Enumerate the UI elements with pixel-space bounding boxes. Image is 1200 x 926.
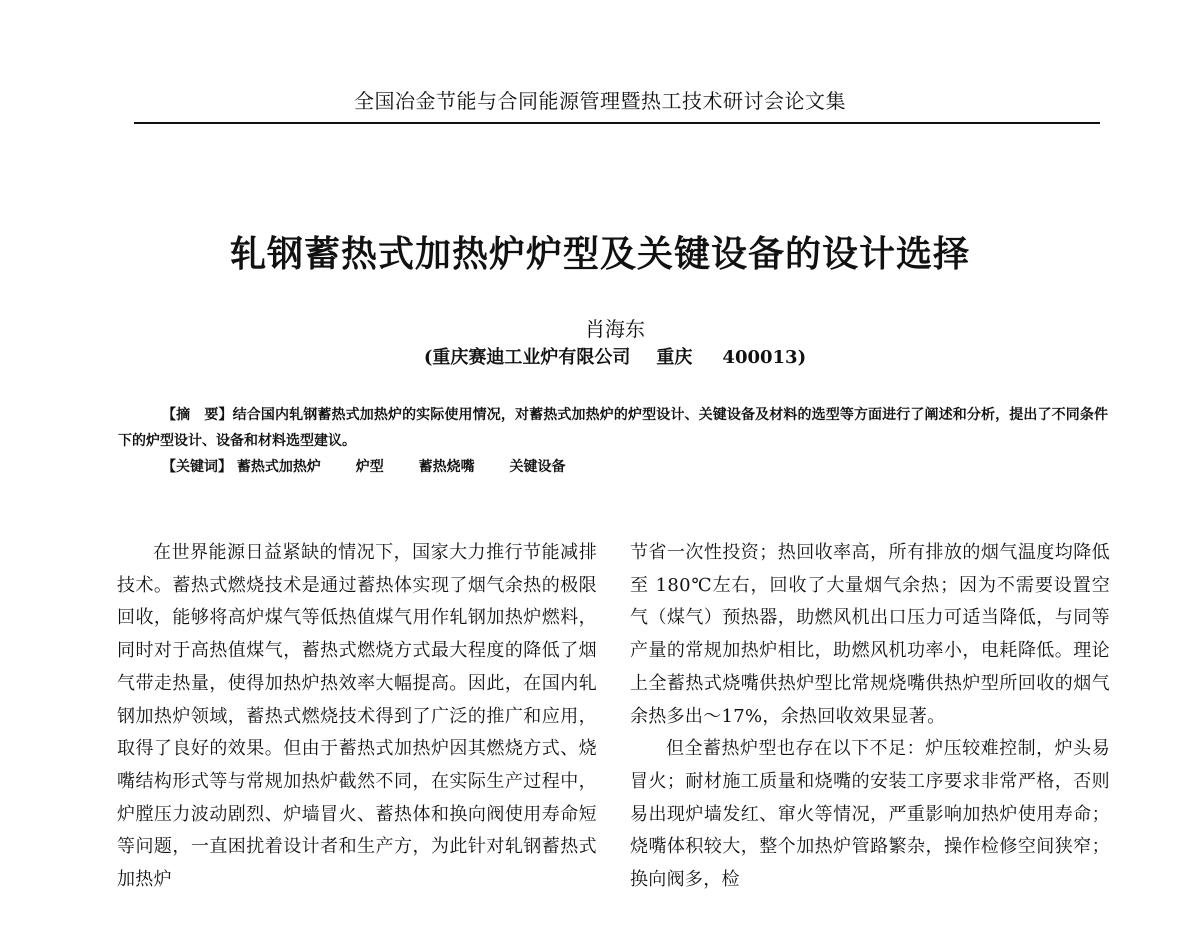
body-paragraph: 节省一次性投资；热回收率高，所有排放的烟气温度均降低至 180℃左右，回收了大量烟气余热；因为不需要设置空气（煤气）预热器，助燃风机出口压力可适当降低，与同等产量的常规加热炉相比，助燃风机功率小，电耗降低。理论上全蓄热式烧嘴供热炉型比常规烧嘴供热炉型所回收的烟气余热多出～17%，余热回收效果显著。 [630, 542, 1110, 727]
keywords [162, 455, 1062, 479]
keywords-label: 【关键词】 [162, 459, 232, 475]
body-column-right [630, 537, 1110, 897]
affiliation-city: 重庆 [656, 347, 693, 368]
affiliation-postcode: 400013) [722, 347, 807, 368]
keyword-item: 蓄热式加热炉 [236, 459, 321, 475]
keyword-item: 关键设备 [509, 459, 566, 475]
abstract [118, 402, 1108, 454]
running-header: 全国冶金节能与合同能源管理暨热工技术研讨会论文集 [354, 89, 846, 113]
abstract-label: 【摘 要】 [162, 407, 233, 423]
author-affiliation [0, 343, 1200, 369]
body-column-left [117, 537, 597, 897]
abstract-text: 结合国内轧钢蓄热式加热炉的实际使用情况，对蓄热式加热炉的炉型设计、关键设备及材料的选型等方面进行了阐述和分析，提出了不同条件下的炉型设计、设备和材料选型建议。 [118, 407, 1108, 449]
body-paragraph: 在世界能源日益紧缺的情况下，国家大力推行节能减排技术。蓄热式燃烧技术是通过蓄热体实现了烟气余热的极限回收，能够将高炉煤气等低热值煤气用作轧钢加热炉燃料，同时对于高热值煤气，蓄热式燃烧方式最大程度的降低了烟气带走热量，使得加热炉热效率大幅提高。因此，在国内轧钢加热炉领域，蓄热式燃烧技术得到了广泛的推广和应用，取得了良好的效果。但由于蓄热式加热炉因其燃烧方式、烧嘴结构形式等与常规加热炉截然不同，在实际生产过程中，炉膛压力波动剧烈、炉墙冒火、蓄热体和换向阀使用寿命短等问题，一直困扰着设计者和生产方，为此针对轧钢蓄热式加热炉 [117, 542, 597, 891]
body-paragraph: 但全蓄热炉型也存在以下不足：炉压较难控制，炉头易冒火；耐材施工质量和烧嘴的安装工序要求非常严格，否则易出现炉墙发红、窜火等情况，严重影响加热炉使用寿命；烧嘴体积较大，整个加热炉管路繁杂，操作检修空间狭窄；换向阀多，检 [630, 738, 1110, 891]
header-rule [134, 122, 1100, 124]
affiliation-org: (重庆赛迪工业炉有限公司 [423, 347, 631, 368]
keyword-item: 炉型 [355, 459, 384, 475]
keyword-item: 蓄热烧嘴 [418, 459, 475, 475]
paper-title: 轧钢蓄热式加热炉炉型及关键设备的设计选择 [229, 234, 970, 275]
author-name: 肖海东 [585, 317, 645, 341]
